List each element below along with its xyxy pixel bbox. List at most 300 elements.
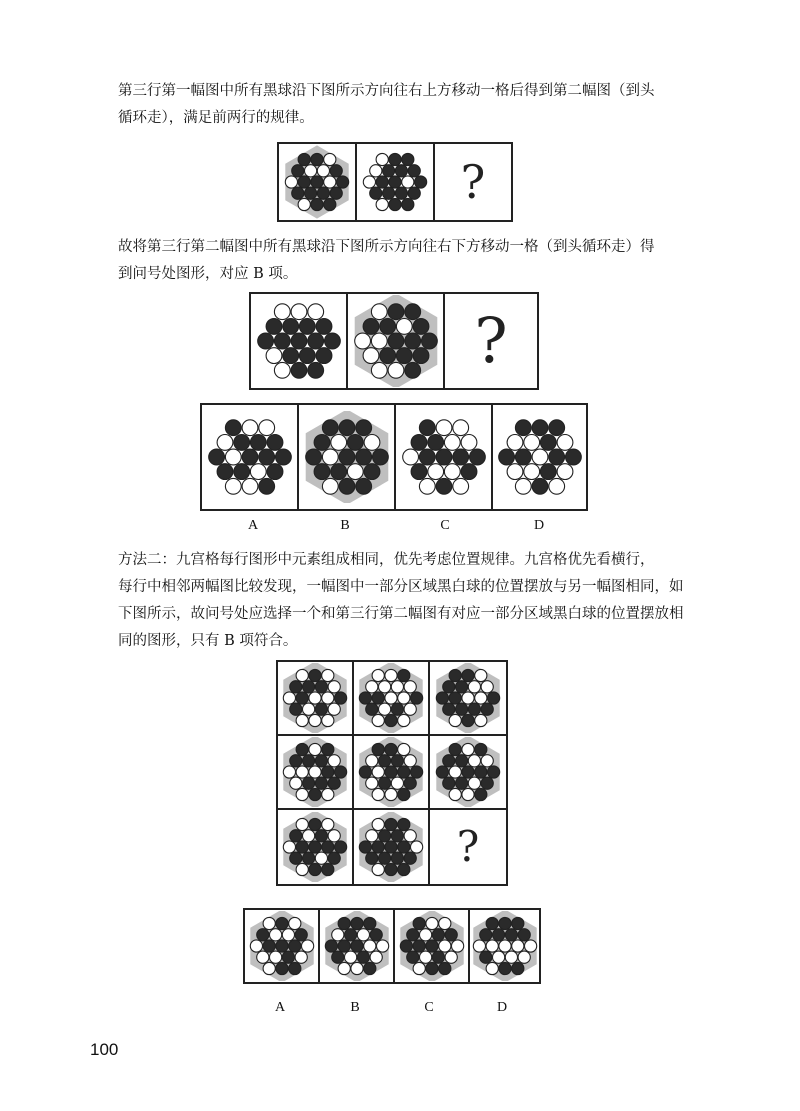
- black-ball: [379, 830, 391, 842]
- black-ball: [288, 940, 300, 952]
- black-ball: [481, 703, 493, 715]
- black-ball: [233, 435, 249, 451]
- black-ball: [398, 863, 410, 875]
- white-ball: [296, 766, 308, 778]
- white-ball: [402, 176, 414, 188]
- black-ball: [242, 449, 258, 465]
- black-ball: [389, 176, 401, 188]
- white-ball: [398, 714, 410, 726]
- black-ball: [389, 198, 401, 210]
- black-ball: [298, 153, 310, 165]
- white-ball: [372, 766, 384, 778]
- grid-cell: [278, 662, 354, 736]
- black-ball: [406, 929, 418, 941]
- black-ball: [292, 187, 304, 199]
- black-ball: [250, 435, 266, 451]
- black-ball: [267, 464, 283, 480]
- white-ball: [364, 435, 380, 451]
- black-ball: [258, 449, 274, 465]
- black-ball: [379, 755, 391, 767]
- white-ball: [269, 929, 281, 941]
- black-ball: [339, 449, 355, 465]
- black-ball: [404, 852, 416, 864]
- text-line: 下图所示，故问号处应选择一个和第三行第二幅图有对应一部分区域黑白球的位置摆放相: [118, 606, 684, 622]
- black-ball: [548, 420, 564, 436]
- grid-cell: [430, 736, 506, 810]
- black-ball: [309, 788, 321, 800]
- black-ball: [331, 951, 343, 963]
- black-ball: [296, 841, 308, 853]
- white-ball: [486, 962, 498, 974]
- option-label: C: [424, 1000, 434, 1015]
- black-ball: [512, 917, 524, 929]
- paragraph-method2: [118, 547, 718, 655]
- white-ball: [328, 703, 340, 715]
- white-ball: [328, 830, 340, 842]
- black-ball: [408, 187, 420, 199]
- white-ball: [404, 703, 416, 715]
- question-mark: ?: [456, 822, 480, 871]
- black-ball: [355, 420, 371, 436]
- black-ball: [339, 478, 355, 494]
- white-ball: [398, 743, 410, 755]
- white-ball: [274, 362, 290, 378]
- black-ball: [540, 435, 556, 451]
- hex-figure: [348, 294, 445, 388]
- white-ball: [290, 777, 302, 789]
- white-ball: [295, 951, 307, 963]
- white-ball: [398, 692, 410, 704]
- black-ball: [350, 917, 362, 929]
- question-mark: ?: [460, 155, 486, 209]
- white-ball: [296, 714, 308, 726]
- text-line: 循环走），满足前两行的规律。: [118, 110, 314, 126]
- hex-figure: [357, 144, 435, 220]
- options-row-2: [243, 908, 541, 984]
- option-label: D: [533, 518, 545, 533]
- black-ball: [325, 940, 337, 952]
- hex-ball-figure: [301, 411, 393, 503]
- black-ball: [518, 929, 530, 941]
- black-ball: [456, 703, 468, 715]
- white-ball: [445, 951, 457, 963]
- black-ball: [359, 766, 371, 778]
- black-ball: [290, 852, 302, 864]
- white-ball: [283, 841, 295, 853]
- black-ball: [296, 692, 308, 704]
- white-ball: [391, 681, 403, 693]
- text-line: 同的图形，只有 B 项符合。: [118, 633, 298, 649]
- white-ball: [452, 478, 468, 494]
- black-ball: [383, 187, 395, 199]
- black-ball: [372, 449, 388, 465]
- black-ball: [330, 165, 342, 177]
- black-ball: [372, 692, 384, 704]
- white-ball: [462, 692, 474, 704]
- black-ball: [316, 348, 332, 364]
- white-ball: [391, 777, 403, 789]
- white-ball: [330, 435, 346, 451]
- white-ball: [438, 940, 450, 952]
- black-ball: [404, 333, 420, 349]
- black-ball: [256, 929, 268, 941]
- white-ball: [372, 788, 384, 800]
- white-ball: [301, 940, 313, 952]
- black-ball: [376, 176, 388, 188]
- white-ball: [376, 198, 388, 210]
- white-ball: [322, 692, 334, 704]
- black-ball: [303, 755, 315, 767]
- black-ball: [372, 743, 384, 755]
- white-ball: [419, 951, 431, 963]
- black-ball: [282, 348, 298, 364]
- white-ball: [250, 464, 266, 480]
- white-ball: [473, 940, 485, 952]
- black-ball: [443, 703, 455, 715]
- white-ball: [322, 478, 338, 494]
- black-ball: [315, 830, 327, 842]
- black-ball: [462, 714, 474, 726]
- black-ball: [328, 852, 340, 864]
- white-ball: [307, 304, 323, 320]
- black-ball: [355, 478, 371, 494]
- white-ball: [481, 755, 493, 767]
- black-ball: [288, 962, 300, 974]
- question-mark: ?: [474, 304, 508, 377]
- black-ball: [499, 917, 511, 929]
- white-ball: [404, 755, 416, 767]
- black-ball: [263, 940, 275, 952]
- white-ball: [250, 940, 262, 952]
- black-ball: [335, 766, 347, 778]
- black-ball: [388, 304, 404, 320]
- black-ball: [515, 449, 531, 465]
- black-ball: [391, 852, 403, 864]
- option-label: A: [274, 1000, 286, 1015]
- black-ball: [395, 165, 407, 177]
- white-ball: [462, 788, 474, 800]
- white-ball: [452, 420, 468, 436]
- text-line: 每行中相邻两幅图比较发现，一幅图中一部分区域黑白球的位置摆放与另一幅图相同，如: [118, 579, 684, 595]
- white-ball: [322, 669, 334, 681]
- white-ball: [363, 348, 379, 364]
- white-ball: [370, 951, 382, 963]
- white-ball: [363, 176, 375, 188]
- black-ball: [305, 449, 321, 465]
- black-ball: [309, 863, 321, 875]
- option-label: B: [350, 1000, 360, 1015]
- white-ball: [338, 962, 350, 974]
- black-ball: [498, 449, 514, 465]
- white-ball: [419, 929, 431, 941]
- black-ball: [317, 187, 329, 199]
- black-ball: [372, 841, 384, 853]
- black-ball: [481, 777, 493, 789]
- black-ball: [499, 962, 511, 974]
- black-ball: [291, 362, 307, 378]
- black-ball: [337, 176, 349, 188]
- black-ball: [411, 435, 427, 451]
- grid-cell: [278, 736, 354, 810]
- black-ball: [432, 929, 444, 941]
- black-ball: [322, 841, 334, 853]
- black-ball: [296, 743, 308, 755]
- white-ball: [322, 818, 334, 830]
- black-ball: [322, 766, 334, 778]
- option-a-figure: [245, 910, 320, 982]
- option-d-figure: [470, 910, 539, 982]
- white-ball: [507, 435, 523, 451]
- black-ball: [391, 830, 403, 842]
- black-ball: [359, 841, 371, 853]
- white-ball: [366, 681, 378, 693]
- grid-cell: [354, 662, 430, 736]
- white-ball: [366, 777, 378, 789]
- black-ball: [419, 449, 435, 465]
- text-line: 第三行第一幅图中所有黑球沿下图所示方向往右上方移动一格后得到第二幅图（到头: [118, 83, 655, 99]
- black-ball: [408, 165, 420, 177]
- hex-ball-figure: [204, 411, 296, 503]
- white-ball: [372, 818, 384, 830]
- grid-cell: [278, 810, 354, 884]
- white-ball: [322, 449, 338, 465]
- white-ball: [507, 464, 523, 480]
- black-ball: [565, 449, 581, 465]
- black-ball: [413, 348, 429, 364]
- white-ball: [462, 743, 474, 755]
- black-ball: [275, 962, 287, 974]
- black-ball: [290, 755, 302, 767]
- black-ball: [208, 449, 224, 465]
- black-ball: [303, 777, 315, 789]
- white-ball: [344, 951, 356, 963]
- white-ball: [309, 766, 321, 778]
- black-ball: [370, 187, 382, 199]
- question-cell: [445, 294, 537, 388]
- white-ball: [322, 788, 334, 800]
- black-ball: [303, 852, 315, 864]
- black-ball: [443, 681, 455, 693]
- hex-ball-figure: [356, 663, 426, 733]
- black-ball: [452, 449, 468, 465]
- white-ball: [256, 951, 268, 963]
- white-ball: [328, 755, 340, 767]
- hex-ball-figure: [322, 911, 392, 981]
- option-c-figure: [396, 405, 493, 509]
- white-ball: [328, 681, 340, 693]
- black-ball: [315, 703, 327, 715]
- black-ball: [311, 153, 323, 165]
- black-ball: [488, 766, 500, 778]
- grid-cell: [354, 736, 430, 810]
- white-ball: [419, 478, 435, 494]
- black-ball: [217, 464, 233, 480]
- black-ball: [396, 348, 412, 364]
- white-ball: [372, 863, 384, 875]
- hex-ball-figure: [358, 145, 432, 219]
- black-ball: [385, 863, 397, 875]
- black-ball: [385, 743, 397, 755]
- white-ball: [505, 951, 517, 963]
- white-ball: [532, 449, 548, 465]
- white-ball: [303, 703, 315, 715]
- white-ball: [317, 165, 329, 177]
- white-ball: [225, 478, 241, 494]
- option-label: B: [340, 518, 350, 533]
- black-ball: [275, 917, 287, 929]
- hex-ball-figure: [280, 663, 350, 733]
- white-ball: [486, 940, 498, 952]
- white-ball: [291, 304, 307, 320]
- black-ball: [379, 319, 395, 335]
- black-ball: [257, 333, 273, 349]
- black-ball: [267, 435, 283, 451]
- white-ball: [557, 464, 573, 480]
- white-ball: [309, 692, 321, 704]
- black-ball: [322, 420, 338, 436]
- black-ball: [395, 187, 407, 199]
- black-ball: [307, 333, 323, 349]
- black-ball: [438, 962, 450, 974]
- white-ball: [404, 681, 416, 693]
- black-ball: [324, 333, 340, 349]
- black-ball: [379, 852, 391, 864]
- white-ball: [366, 830, 378, 842]
- black-ball: [421, 333, 437, 349]
- black-ball: [347, 435, 363, 451]
- black-ball: [404, 362, 420, 378]
- hex-figure: [279, 144, 357, 220]
- hex-ball-figure: [470, 911, 539, 981]
- text-line: 方法二：九宫格每行图形中元素组成相同，优先考虑位置规律。九宫格优先看横行，: [118, 552, 655, 568]
- black-ball: [548, 449, 564, 465]
- white-ball: [371, 333, 387, 349]
- black-ball: [449, 743, 461, 755]
- question-cell: [435, 144, 511, 220]
- white-ball: [515, 478, 531, 494]
- black-ball: [406, 951, 418, 963]
- black-ball: [338, 940, 350, 952]
- black-ball: [307, 362, 323, 378]
- white-ball: [385, 788, 397, 800]
- white-ball: [438, 917, 450, 929]
- text-line: 故将第三行第二幅图中所有黑球沿下图所示方向往右下方移动一格（到头循环走）得: [118, 239, 655, 255]
- black-ball: [350, 940, 362, 952]
- black-ball: [436, 692, 448, 704]
- black-ball: [493, 929, 505, 941]
- black-ball: [419, 420, 435, 436]
- black-ball: [385, 714, 397, 726]
- black-ball: [322, 743, 334, 755]
- hex-ball-figure: [280, 812, 350, 882]
- black-ball: [335, 692, 347, 704]
- white-ball: [324, 176, 336, 188]
- white-ball: [217, 435, 233, 451]
- white-ball: [413, 962, 425, 974]
- black-ball: [427, 435, 443, 451]
- options-row-1: [200, 403, 588, 511]
- black-ball: [532, 420, 548, 436]
- white-ball: [366, 755, 378, 767]
- hex-ball-figure: [356, 737, 426, 807]
- black-ball: [311, 176, 323, 188]
- hex-ball-figure: [253, 295, 345, 387]
- hex-figure: [251, 294, 348, 388]
- black-ball: [413, 319, 429, 335]
- white-ball: [225, 449, 241, 465]
- black-ball: [468, 703, 480, 715]
- text-line: 到问号处图形，对应 B 项。: [118, 266, 298, 282]
- white-ball: [371, 304, 387, 320]
- black-ball: [391, 755, 403, 767]
- hex-ball-figure: [433, 737, 503, 807]
- black-ball: [324, 198, 336, 210]
- black-ball: [398, 788, 410, 800]
- white-ball: [376, 153, 388, 165]
- black-ball: [275, 940, 287, 952]
- white-ball: [388, 362, 404, 378]
- black-ball: [425, 940, 437, 952]
- option-a-figure: [202, 405, 299, 509]
- white-ball: [518, 951, 530, 963]
- hex-ball-figure: [280, 145, 354, 219]
- black-ball: [462, 669, 474, 681]
- black-ball: [515, 420, 531, 436]
- black-ball: [233, 464, 249, 480]
- black-ball: [462, 766, 474, 778]
- black-ball: [314, 435, 330, 451]
- white-ball: [444, 435, 460, 451]
- black-ball: [456, 755, 468, 767]
- option-c-figure: [395, 910, 470, 982]
- white-ball: [468, 755, 480, 767]
- black-ball: [225, 420, 241, 436]
- black-ball: [461, 464, 477, 480]
- white-ball: [309, 714, 321, 726]
- black-ball: [402, 153, 414, 165]
- black-ball: [456, 681, 468, 693]
- white-ball: [396, 319, 412, 335]
- white-ball: [385, 669, 397, 681]
- option-label: C: [440, 518, 450, 533]
- white-ball: [451, 940, 463, 952]
- white-ball: [523, 464, 539, 480]
- black-ball: [398, 669, 410, 681]
- black-ball: [480, 929, 492, 941]
- white-ball: [425, 917, 437, 929]
- question-cell: [430, 810, 506, 884]
- figure-row3-small: [277, 142, 513, 222]
- white-ball: [475, 714, 487, 726]
- black-ball: [540, 464, 556, 480]
- black-ball: [364, 464, 380, 480]
- white-ball: [468, 777, 480, 789]
- black-ball: [413, 940, 425, 952]
- black-ball: [363, 917, 375, 929]
- black-ball: [314, 464, 330, 480]
- black-ball: [355, 449, 371, 465]
- black-ball: [299, 319, 315, 335]
- white-ball: [512, 940, 524, 952]
- black-ball: [305, 187, 317, 199]
- black-ball: [290, 703, 302, 715]
- page-number: 100: [90, 1040, 119, 1059]
- white-ball: [357, 929, 369, 941]
- black-ball: [398, 818, 410, 830]
- white-ball: [402, 449, 418, 465]
- black-ball: [316, 319, 332, 335]
- white-ball: [376, 940, 388, 952]
